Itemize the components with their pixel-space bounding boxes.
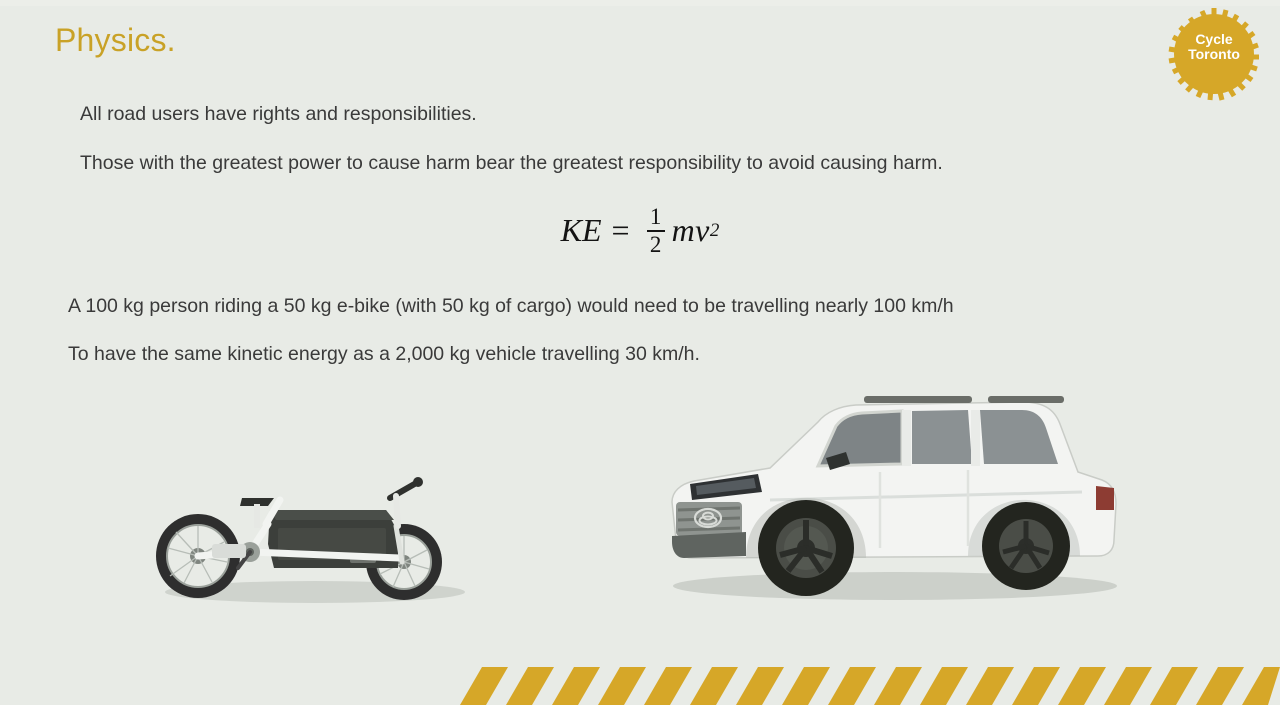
formula-equals: = xyxy=(611,212,630,249)
body-line-2: Those with the greatest power to cause harm bear the greatest responsibility to avoid causing harm. xyxy=(80,152,943,174)
formula-denominator: 2 xyxy=(649,231,662,257)
logo-label xyxy=(1166,32,1262,62)
top-band xyxy=(0,0,1280,6)
suv-roof-rail-right xyxy=(988,396,1064,403)
page-title: Physics. xyxy=(55,22,176,58)
formula-exponent: 2 xyxy=(709,219,720,241)
suv-taillight xyxy=(1096,486,1114,510)
formula-lhs: KE xyxy=(560,212,602,249)
suv-windows xyxy=(818,410,1058,466)
body-line-4: To have the same kinetic energy as a 2,000 kg vehicle travelling 30 km/h. xyxy=(68,343,700,365)
suv-roof-rail-left xyxy=(864,396,972,403)
bike-battery xyxy=(212,544,246,558)
suv-front-bumper xyxy=(672,532,746,558)
hazard-stripes xyxy=(0,667,1280,705)
kinetic-energy-formula xyxy=(0,205,1280,257)
logo-line-1: Cycle xyxy=(1195,31,1233,47)
formula-term: mv xyxy=(671,212,710,249)
cargo-ebike-image xyxy=(150,440,480,610)
suv-rear-wheel xyxy=(982,502,1070,590)
body-line-3: A 100 kg person riding a 50 kg e-bike (with 50 kg of cargo) would need to be travelling nearly 100 km/h xyxy=(68,295,954,317)
cargo-ebike-illustration xyxy=(150,440,480,610)
suv-illustration xyxy=(650,380,1140,610)
body-line-1: All road users have rights and responsibilities. xyxy=(80,103,477,125)
cycle-toronto-logo xyxy=(1166,6,1262,102)
formula-numerator: 1 xyxy=(649,204,662,229)
suv-front-wheel xyxy=(758,500,854,596)
suv-image xyxy=(650,380,1140,610)
formula-fraction xyxy=(647,205,665,257)
hazard-stripes-pattern xyxy=(0,667,1280,705)
logo-line-2: Toronto xyxy=(1188,46,1240,62)
